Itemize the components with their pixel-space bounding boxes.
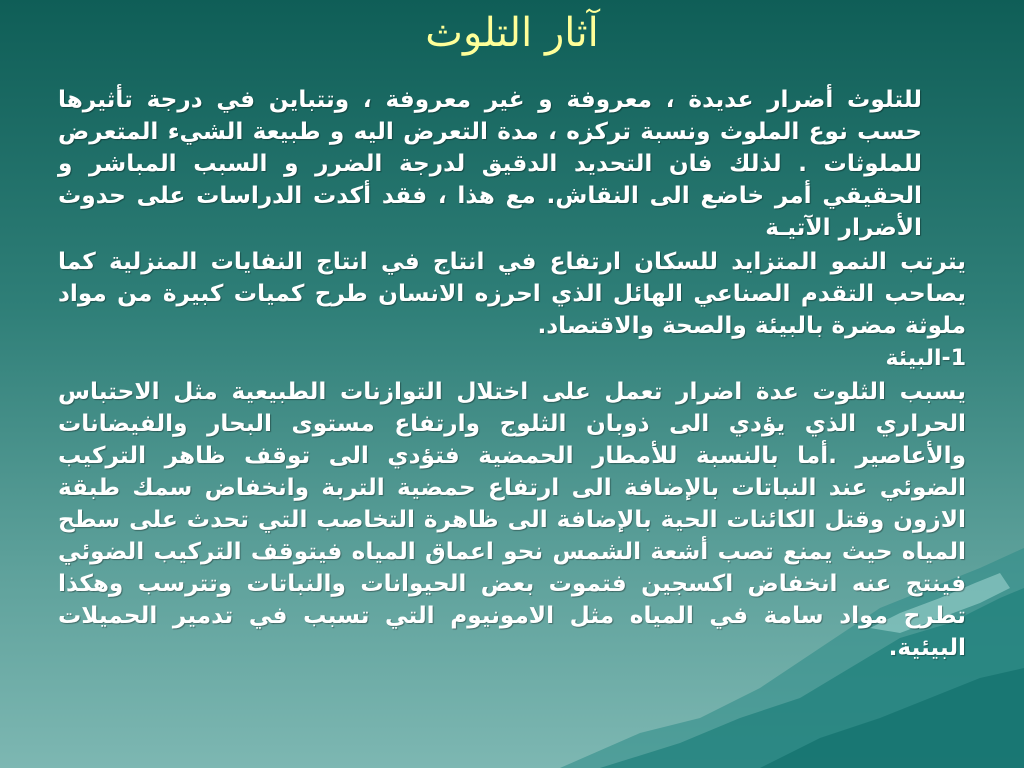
slide-content [54, 84, 966, 664]
intro-paragraph: للتلوث أضرار عديدة ، معروفة و غير معروفة ، وتتباين في درجة تأثيرها حسب نوع الملوث ونسبة تركزه ، مدة التعرض اليه و طبيعة الشيء المتعرض للملوثات . لذلك فان التحديد الدقيق لدرجة الضرر و السبب المباشر و الحقيقي أمر خاضع الى النقاش. مع هذا ، فقد أكدت الدراسات على حدوث الأضرار الآتيـة [58, 86, 922, 241]
population-paragraph: يترتب النمو المتزايد للسكان ارتفاع في انتاج في انتاج النفايات المنزلية كما يصاحب التقدم الصناعي الهائل الذي احرزه الانسان طرح كميات كبيرة من مواد ملوثة مضرة بالبيئة والصحة والاقتصاد. [58, 248, 966, 339]
section-heading-environment: 1-البيئة [885, 346, 966, 371]
slide-title: آثار التلوث [425, 10, 599, 56]
environment-paragraph: يسبب الثلوت عدة اضرار تعمل على اختلال التوازنات الطبيعية مثل الاحتباس الحراري الذي يؤدي الى ذوبان الثلوج وارتفاع مستوى البحار والفيضانات والأعاصير .أما بالنسبة للأمطار الحمضية فتؤدي الى توقف ظاهر التركيب الضوئي عند النباتات بالإضافة الى ارتفاع حمضية التربة وانخفاض سمك طبقة الازون وقتل الكائنات الحية بالإضافة الى ظاهرة التخاصب التي تحدث على سطح المياه حيث يمنع تصب أشعة الشمس نحو اعماق المياه فيتوقف التركيب الضوئي فينتج عنه انخفاض اكسجين فتموت بعض الحيوانات والنباتات وتترسب وهكذا تطرح مواد سامة في المياه مثل الامونيوم التي تسبب في تدمير الحميلات البيئية. [58, 378, 966, 661]
